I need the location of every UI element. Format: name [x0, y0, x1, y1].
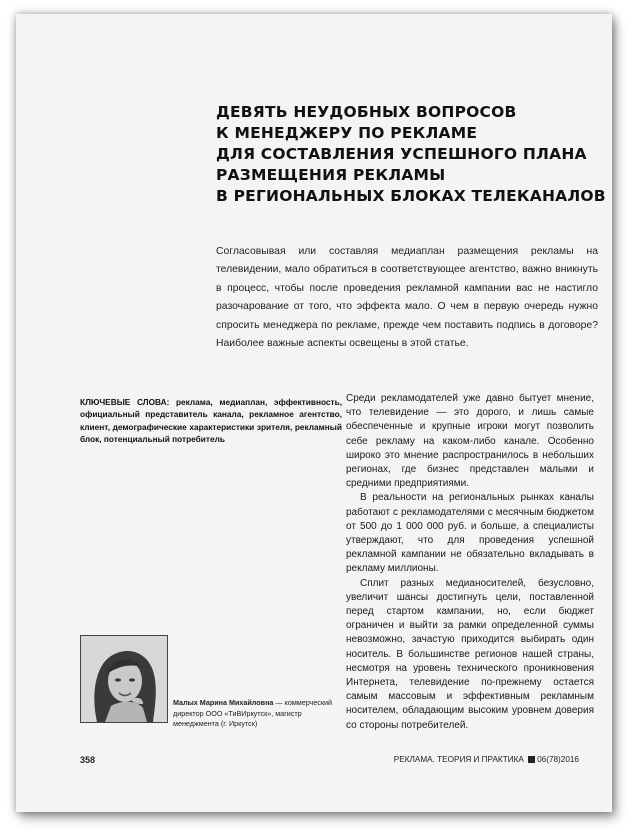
author-portrait-icon [81, 636, 167, 722]
title-line: РАЗМЕЩЕНИЯ РЕКЛАМЫ [216, 166, 446, 184]
journal-issue: 06(78)2016 [537, 755, 579, 764]
title-line: ДЛЯ СОСТАВЛЕНИЯ УСПЕШНОГО ПЛАНА [216, 145, 587, 163]
author-name: Малых Марина Михайловна [173, 698, 274, 707]
author-info [173, 698, 348, 730]
square-separator-icon [528, 756, 535, 763]
article-lead: Согласовывая или составляя медиаплан размещения рекламы на телевидении, мало обратиться в соответствующее агентство, важно вникнуть в процесс, чтобы после проведения рекламной кампании вас не настигло разочарование от того, что эффекта мало. О чем в первую очередь нужно спросить менеджера по рекламе, прежде чем поставить подпись в договоре? Наиболее важные аспекты освещены в этой статье. [216, 246, 598, 350]
body-paragraph: Сплит разных медианосителей, безусловно, увеличит шансы достигнуть цели, поставленной перед стартом кампании, но, если бюджет ограничен и выйти за рамки определенной суммы невозможно, зачастую приходится выбирать один носитель. В большинстве регионов нашей страны, несмотря на уровень технического проникновения Интернета, телевидение по-прежнему остается самым массовым и эффективным рекламным носителем, обладающим высоким уровнем доверия со стороны потребителей. [346, 577, 594, 731]
page-number: 358 [80, 755, 96, 765]
title-line: ДЕВЯТЬ НЕУДОБНЫХ ВОПРОСОВ [216, 103, 517, 121]
keywords: КЛЮЧЕВЫЕ СЛОВА: реклама, медиаплан, эффективность, официальный представитель канала, рекламное агентство, клиент, демографические характеристики зрителя, рекламный блок, потенциальный потребитель [80, 397, 342, 445]
body-paragraph: В реальности на региональных рынках каналы работают с рекламодателями с месячным бюджетом от 500 до 1 000 000 руб. и больше, а специалисты утверждают, что для проведения успешной рекламной кампании не обязательно вкладывать в рекламу миллионы. [346, 492, 594, 575]
journal-footer [394, 755, 579, 764]
title-line: К МЕНЕДЖЕРУ ПО РЕКЛАМЕ [216, 124, 478, 142]
author-details: — коммерческий директор ООО «ТиВИркутск», магистр менеджмента (г. Иркутск) [173, 698, 333, 729]
article-body [346, 392, 594, 733]
author-photo [80, 635, 168, 723]
journal-name: РЕКЛАМА. ТЕОРИЯ И ПРАКТИКА [393, 755, 524, 764]
body-paragraph: Среди рекламодателей уже давно бытует мнение, что телевидение — это дорого, и лишь самые обеспеченные и крупные игроки могут позволить себе рекламу на каком-либо канале. Особенно широко это мнение распространилось в небольших регионах, где бизнес представлен малыми и средними предприятиями. [346, 393, 594, 490]
article-title [216, 102, 606, 207]
title-line: В РЕГИОНАЛЬНЫХ БЛОКАХ ТЕЛЕКАНАЛОВ [216, 187, 606, 205]
journal-page [16, 14, 612, 812]
